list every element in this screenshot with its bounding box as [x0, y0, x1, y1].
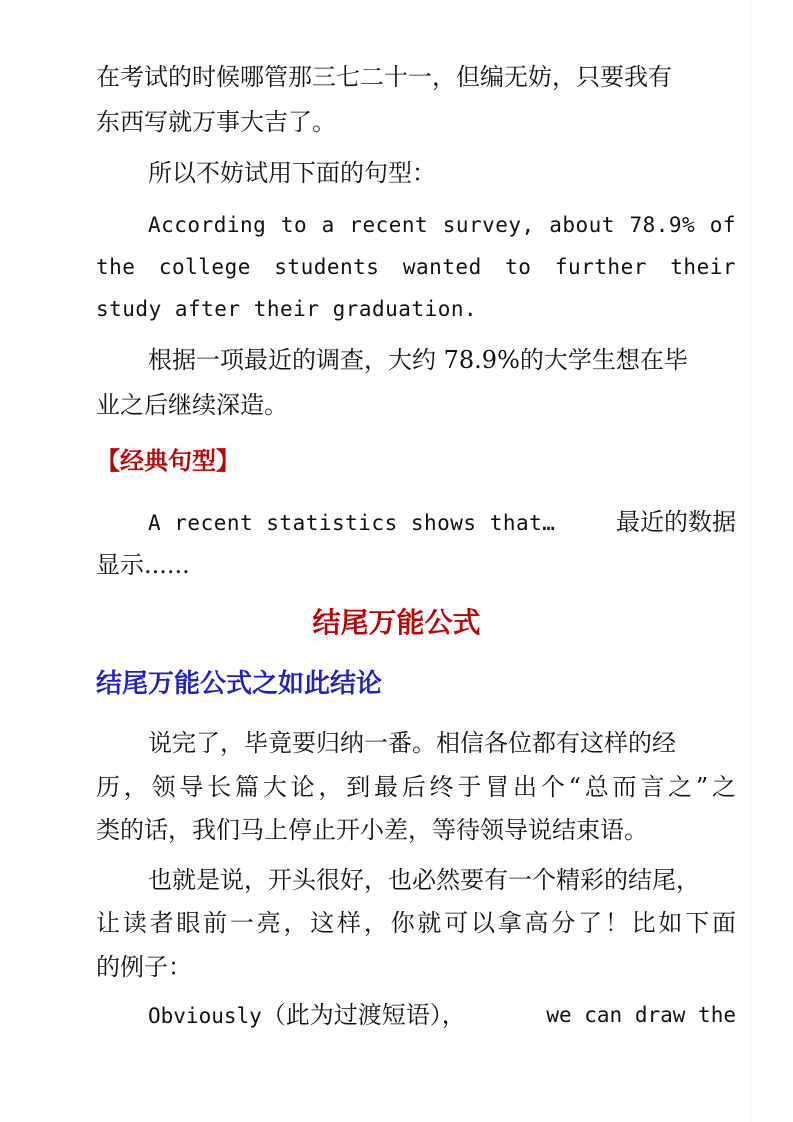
- example-word: Obviously: [148, 1004, 262, 1028]
- paragraph-line: 类的话，我们马上停止开小差，等待领导说结束语。: [96, 816, 648, 844]
- classic-pattern-label: 【经典句型】: [96, 447, 240, 475]
- paragraph-line: 所以不妨试用下面的句型：: [148, 159, 436, 187]
- english-example-line: According to a recent survey, about 78.9% of: [148, 213, 736, 237]
- translation-line: 业之后继续深造。: [96, 391, 288, 419]
- paragraph-line: 也就是说，开头很好，也必然要有一个精彩的结尾，: [148, 866, 700, 894]
- paragraph-line: 说完了，毕竟要归纳一番。相信各位都有这样的经: [148, 729, 676, 757]
- subsection-title: 结尾万能公式之如此结论: [96, 669, 383, 699]
- section-title: 结尾万能公式: [312, 606, 481, 639]
- english-example-line: study after their graduation.: [96, 297, 478, 321]
- translation-line: 根据一项最近的调查，大约 78.9%的大学生想在毕: [148, 346, 688, 374]
- paragraph-line: 在考试的时候哪管那三七二十一，但编无妨，只要我有: [96, 63, 672, 91]
- english-example-line: [148, 1000, 736, 1031]
- example-note: （此为过渡短语），: [261, 1001, 466, 1029]
- paragraph-line: 让读者眼前一亮，这样，你就可以拿高分了！比如下面: [96, 909, 736, 937]
- example-continuation: we can draw the: [546, 1003, 736, 1027]
- pattern-english: A recent statistics shows that…: [148, 511, 556, 535]
- paragraph-line: 东西写就万事大吉了。: [96, 108, 336, 136]
- pattern-line: 显示......: [96, 551, 190, 579]
- paragraph-line: 历，领导长篇大论，到最后终于冒出个“总而言之”之: [96, 773, 736, 801]
- page-edge-shadow: [750, 0, 751, 1122]
- pattern-chinese: 最近的数据: [616, 508, 736, 536]
- paragraph-line: 的例子：: [96, 953, 192, 981]
- english-example-line: the college students wanted to further their: [96, 255, 736, 279]
- pattern-line: [148, 507, 736, 538]
